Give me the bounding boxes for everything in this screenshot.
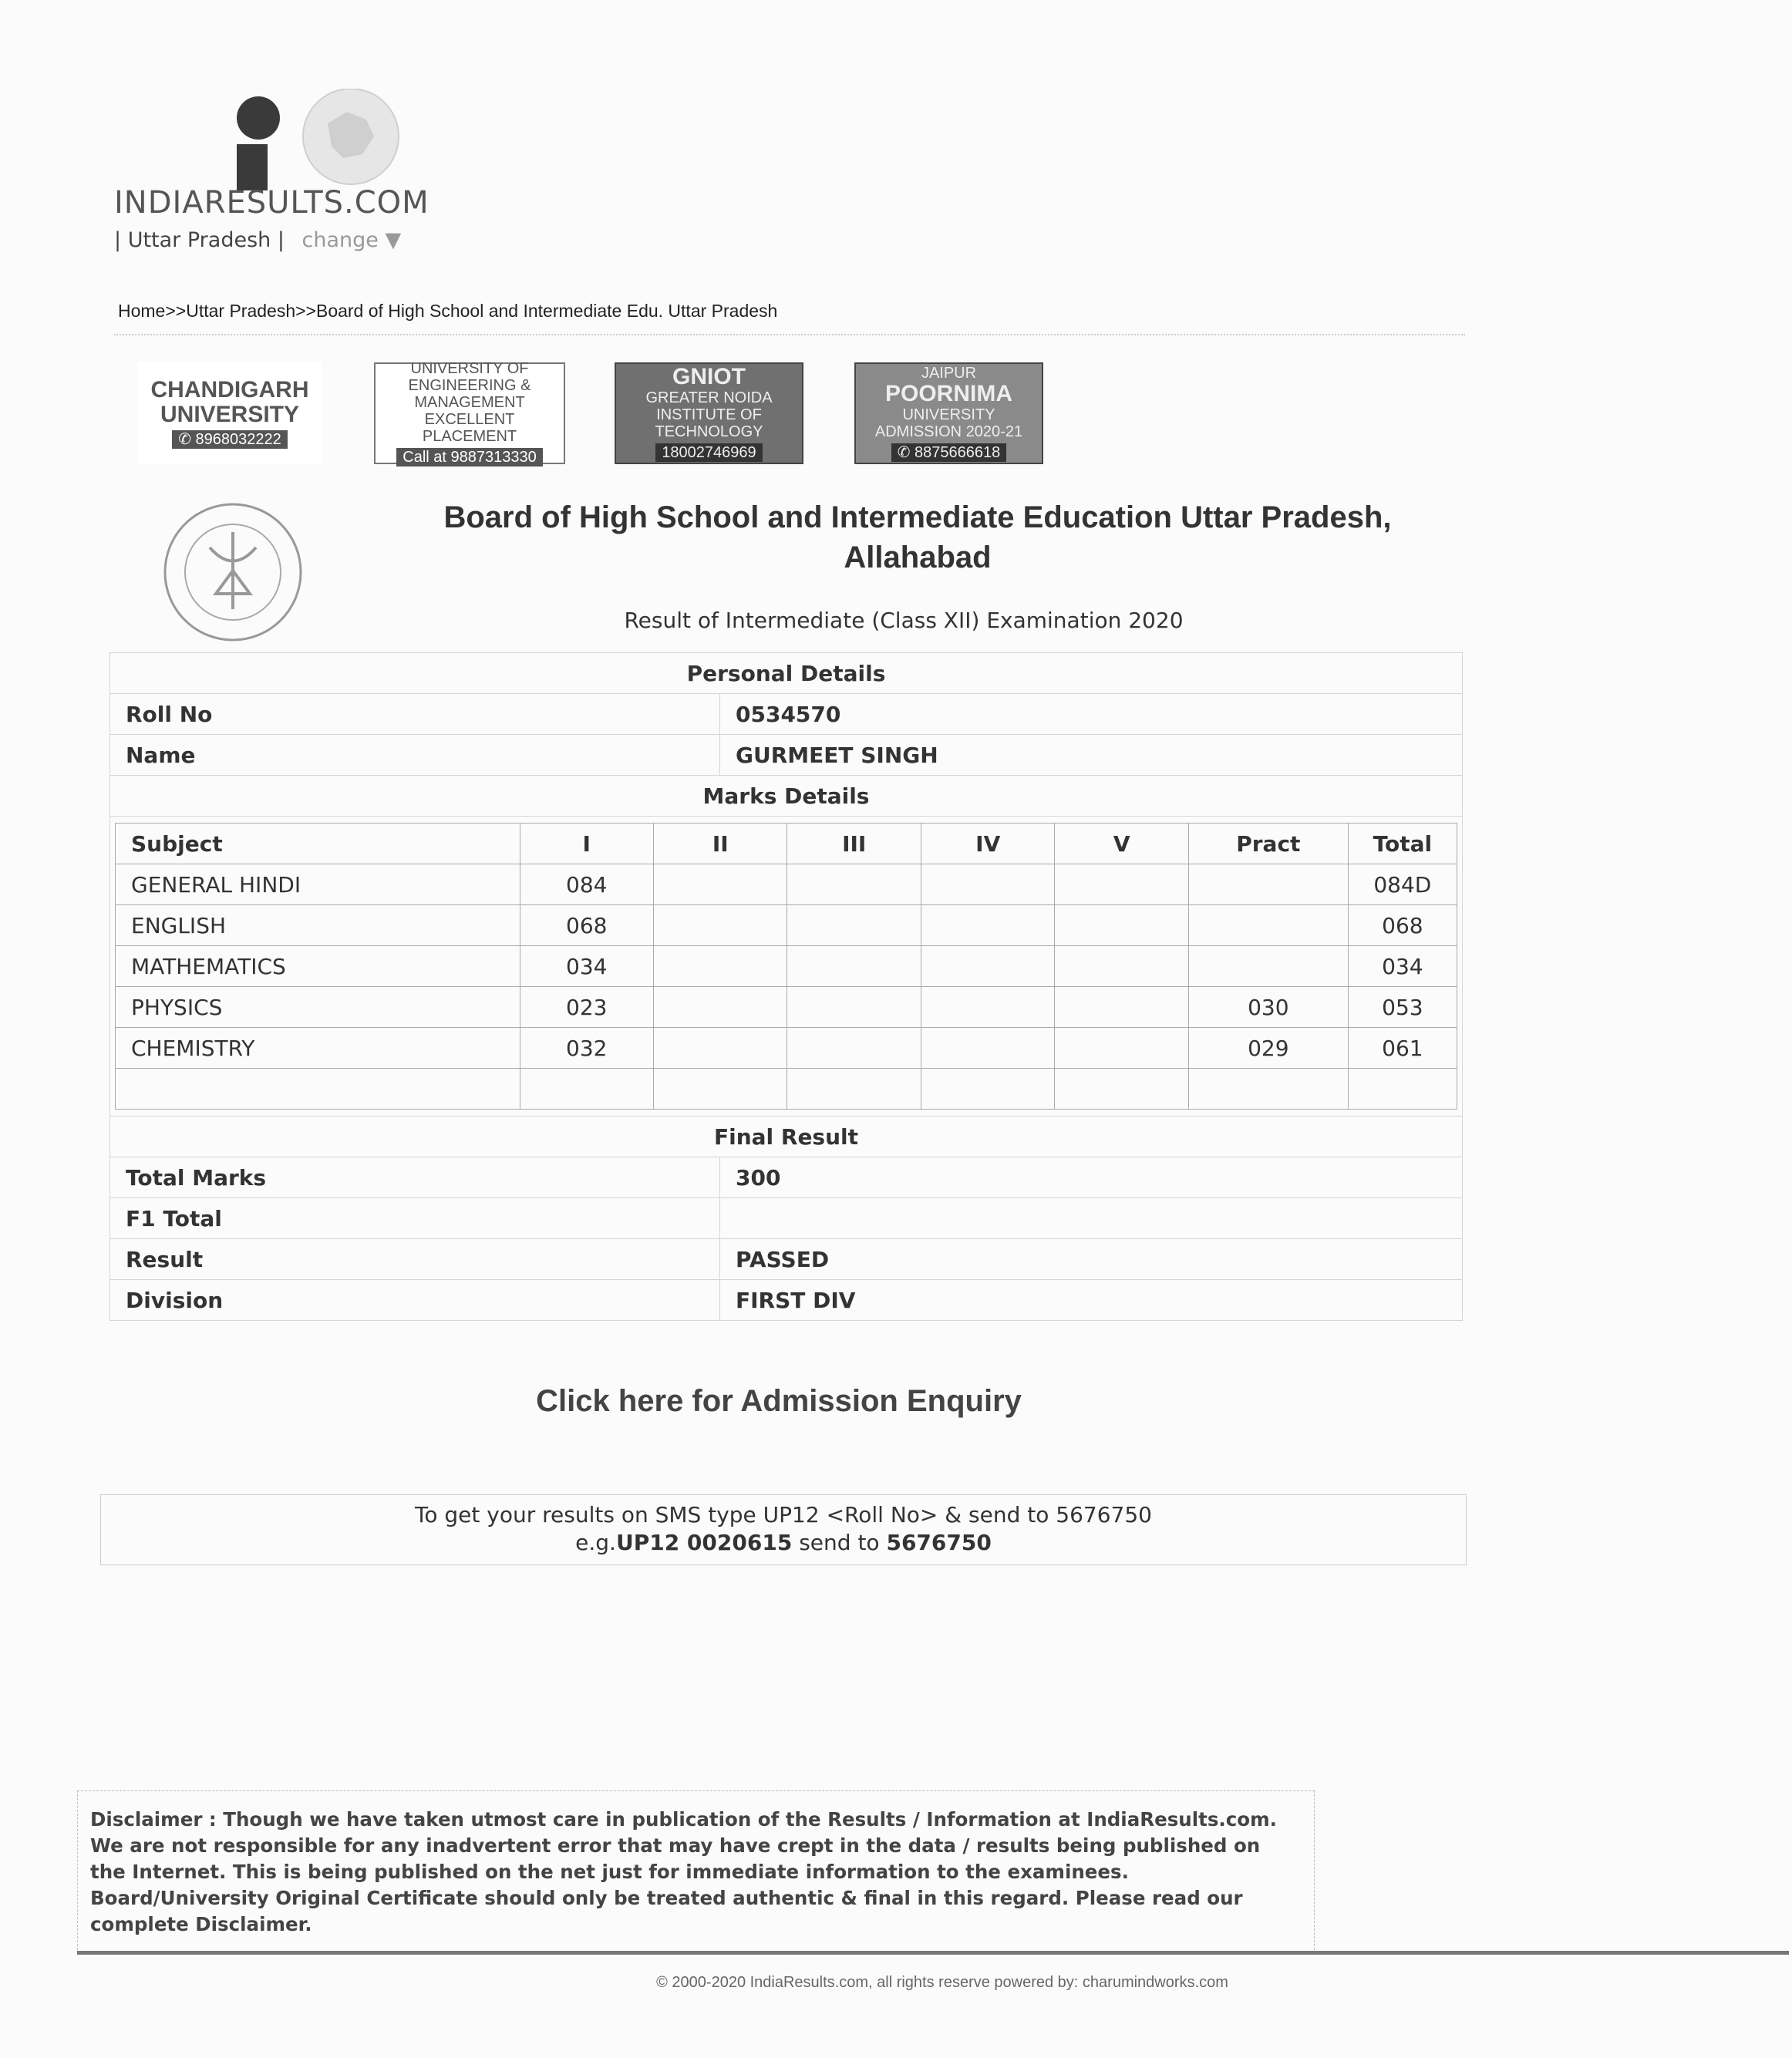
total-marks-value: 300	[720, 1157, 1463, 1198]
separator: |	[114, 228, 122, 252]
banner-text: INSTITUTE OF	[656, 406, 762, 423]
mark-ii	[654, 905, 787, 946]
marks-column-header: Pract	[1188, 824, 1348, 864]
sms-example-number: 5676750	[886, 1530, 992, 1555]
board-title	[332, 497, 1504, 578]
mark-iii	[787, 905, 921, 946]
total-marks-label: Total Marks	[110, 1157, 720, 1198]
division-value: FIRST DIV	[720, 1280, 1463, 1321]
final-result-heading: Final Result	[110, 1117, 1463, 1157]
state-selector	[114, 228, 401, 252]
banner-text: UNIVERSITY	[160, 402, 300, 427]
name-value: GURMEET SINGH	[720, 735, 1463, 776]
site-name[interactable]: INDIARESULTS.COM	[114, 185, 429, 221]
personal-details-heading: Personal Details	[110, 653, 1463, 694]
subject-name: GENERAL HINDI	[116, 864, 520, 905]
marks-header-row	[116, 824, 1457, 864]
mark-ii	[654, 987, 787, 1028]
empty-cell	[654, 1069, 787, 1110]
mark-iv	[921, 905, 1054, 946]
admission-enquiry-link[interactable]: Click here for Admission Enquiry	[536, 1384, 1022, 1418]
marks-row	[116, 1028, 1457, 1069]
marks-row	[116, 905, 1457, 946]
marks-row	[116, 946, 1457, 987]
marks-column-header: Total	[1348, 824, 1457, 864]
sms-instructions: To get your results on SMS type UP12 <Roll No> & send to 5676750	[415, 1502, 1152, 1528]
mark-pract: 029	[1188, 1028, 1348, 1069]
marks-row	[116, 987, 1457, 1028]
mark-iii	[787, 1028, 921, 1069]
table-row	[110, 1239, 1463, 1280]
mark-pract	[1188, 946, 1348, 987]
name-label: Name	[110, 735, 720, 776]
indiaresults-logo-icon[interactable]	[220, 89, 405, 193]
disclaimer: Disclaimer : Though we have taken utmost care in publication of the Results / Information at IndiaResults.com. We are not responsible for any inadvertent error that may have crept in the data / results being published on the Internet. This is being published on the net just for immediate information to the examinees. Board/University Original Certificate should only be treated authentic & final in this regard. Please read our complete Disclaimer.	[77, 1790, 1315, 1954]
empty-cell	[1348, 1069, 1457, 1110]
table-row	[110, 735, 1463, 776]
mark-i: 023	[520, 987, 653, 1028]
banner-text: TECHNOLOGY	[655, 423, 763, 440]
banner-phone-number: 8875666618	[915, 444, 1001, 461]
mark-pract: 030	[1188, 987, 1348, 1028]
mark-v	[1055, 946, 1188, 987]
divider	[114, 334, 1465, 335]
marks-table	[115, 823, 1457, 1110]
mark-total: 068	[1348, 905, 1457, 946]
mark-i: 084	[520, 864, 653, 905]
sms-example	[101, 1529, 1466, 1557]
mark-i: 034	[520, 946, 653, 987]
banner-text: GREATER NOIDA	[645, 389, 773, 406]
empty-cell	[787, 1069, 921, 1110]
empty-cell	[921, 1069, 1054, 1110]
mark-pract	[1188, 905, 1348, 946]
f1-total-value	[720, 1198, 1463, 1239]
subject-name: MATHEMATICS	[116, 946, 520, 987]
mark-v	[1055, 864, 1188, 905]
marks-column-header: V	[1055, 824, 1188, 864]
mark-iii	[787, 987, 921, 1028]
mark-iii	[787, 864, 921, 905]
phone-icon: ✆	[178, 431, 196, 448]
subject-name: CHEMISTRY	[116, 1028, 520, 1069]
marks-container	[110, 817, 1463, 1117]
subject-name: ENGLISH	[116, 905, 520, 946]
mark-i: 032	[520, 1028, 653, 1069]
board-title-line: Allahabad	[844, 541, 992, 574]
mark-i: 068	[520, 905, 653, 946]
banner-uem[interactable]	[374, 362, 565, 464]
banner-text: MANAGEMENT	[414, 394, 525, 411]
division-label: Division	[110, 1280, 720, 1321]
table-row	[110, 694, 1463, 735]
banner-text: GNIOT	[672, 364, 746, 389]
empty-cell	[116, 1069, 520, 1110]
banner-text: CHANDIGARH	[150, 377, 309, 403]
banner-phone	[891, 443, 1007, 462]
result-label: Result	[110, 1239, 720, 1280]
empty-cell	[520, 1069, 653, 1110]
marks-column-header: IV	[921, 824, 1054, 864]
banner-gniot[interactable]	[615, 362, 803, 464]
mark-v	[1055, 1028, 1188, 1069]
board-title-line: Board of High School and Intermediate Education Uttar Pradesh,	[443, 500, 1392, 534]
mark-total: 053	[1348, 987, 1457, 1028]
mark-iv	[921, 946, 1054, 987]
empty-cell	[1188, 1069, 1348, 1110]
marks-column-header: III	[787, 824, 921, 864]
roll-no-value: 0534570	[720, 694, 1463, 735]
banner-phone: 18002746969	[655, 443, 762, 462]
result-value: PASSED	[720, 1239, 1463, 1280]
banner-phone: Call at 9887313330	[396, 448, 542, 467]
mark-ii	[654, 946, 787, 987]
banner-text: JAIPUR	[921, 365, 977, 382]
banner-phone	[172, 430, 288, 449]
mark-v	[1055, 905, 1188, 946]
breadcrumb[interactable]: Home>>Uttar Pradesh>>Board of High School and Intermediate Edu. Uttar Pradesh	[118, 301, 778, 321]
marks-column-header: Subject	[116, 824, 520, 864]
f1-total-label: F1 Total	[110, 1198, 720, 1239]
state-label: Uttar Pradesh	[127, 228, 271, 252]
separator: |	[277, 228, 285, 252]
marks-column-header: II	[654, 824, 787, 864]
result-table	[109, 652, 1463, 1321]
subject-name: PHYSICS	[116, 987, 520, 1028]
marks-row-empty	[116, 1069, 1457, 1110]
table-row	[110, 1280, 1463, 1321]
mark-iv	[921, 987, 1054, 1028]
roll-no-label: Roll No	[110, 694, 720, 735]
mark-v	[1055, 987, 1188, 1028]
banner-text: EXCELLENT PLACEMENT	[422, 411, 517, 445]
banner-text: ADMISSION 2020-21	[874, 423, 1023, 440]
marks-details-heading: Marks Details	[110, 776, 1463, 817]
mark-total: 034	[1348, 946, 1457, 987]
sms-info-box	[100, 1494, 1467, 1565]
exam-title: Result of Intermediate (Class XII) Examination 2020	[624, 608, 1184, 633]
mark-pract	[1188, 864, 1348, 905]
banner-text: ENGINEERING &	[408, 377, 531, 394]
table-row	[110, 1157, 1463, 1198]
banner-text: UNIVERSITY OF	[410, 360, 529, 377]
copyright: © 2000-2020 IndiaResults.com, all rights reserve powered by: charumindworks.com	[656, 1974, 1228, 1991]
marks-row	[116, 864, 1457, 905]
table-row	[110, 1198, 1463, 1239]
banner-text: UNIVERSITY	[902, 406, 995, 423]
banner-poornima[interactable]	[854, 362, 1043, 464]
mark-iv	[921, 1028, 1054, 1069]
banner-text: POORNIMA	[885, 381, 1012, 406]
empty-cell	[1055, 1069, 1188, 1110]
sms-example-mid: send to	[792, 1530, 887, 1555]
change-state-link[interactable]: change ▼	[301, 228, 402, 252]
banner-chandigarh-university[interactable]	[137, 362, 322, 464]
marks-column-header: I	[520, 824, 653, 864]
mark-total: 084D	[1348, 864, 1457, 905]
mark-ii	[654, 1028, 787, 1069]
phone-icon: ✆	[897, 444, 915, 461]
mark-total: 061	[1348, 1028, 1457, 1069]
mark-iv	[921, 864, 1054, 905]
footer-divider	[77, 1951, 1789, 1955]
sms-example-code: UP12 0020615	[615, 1530, 793, 1555]
mark-iii	[787, 946, 921, 987]
banner-phone-number: 8968032222	[195, 431, 281, 448]
sms-example-prefix: e.g.	[575, 1530, 616, 1555]
mark-ii	[654, 864, 787, 905]
